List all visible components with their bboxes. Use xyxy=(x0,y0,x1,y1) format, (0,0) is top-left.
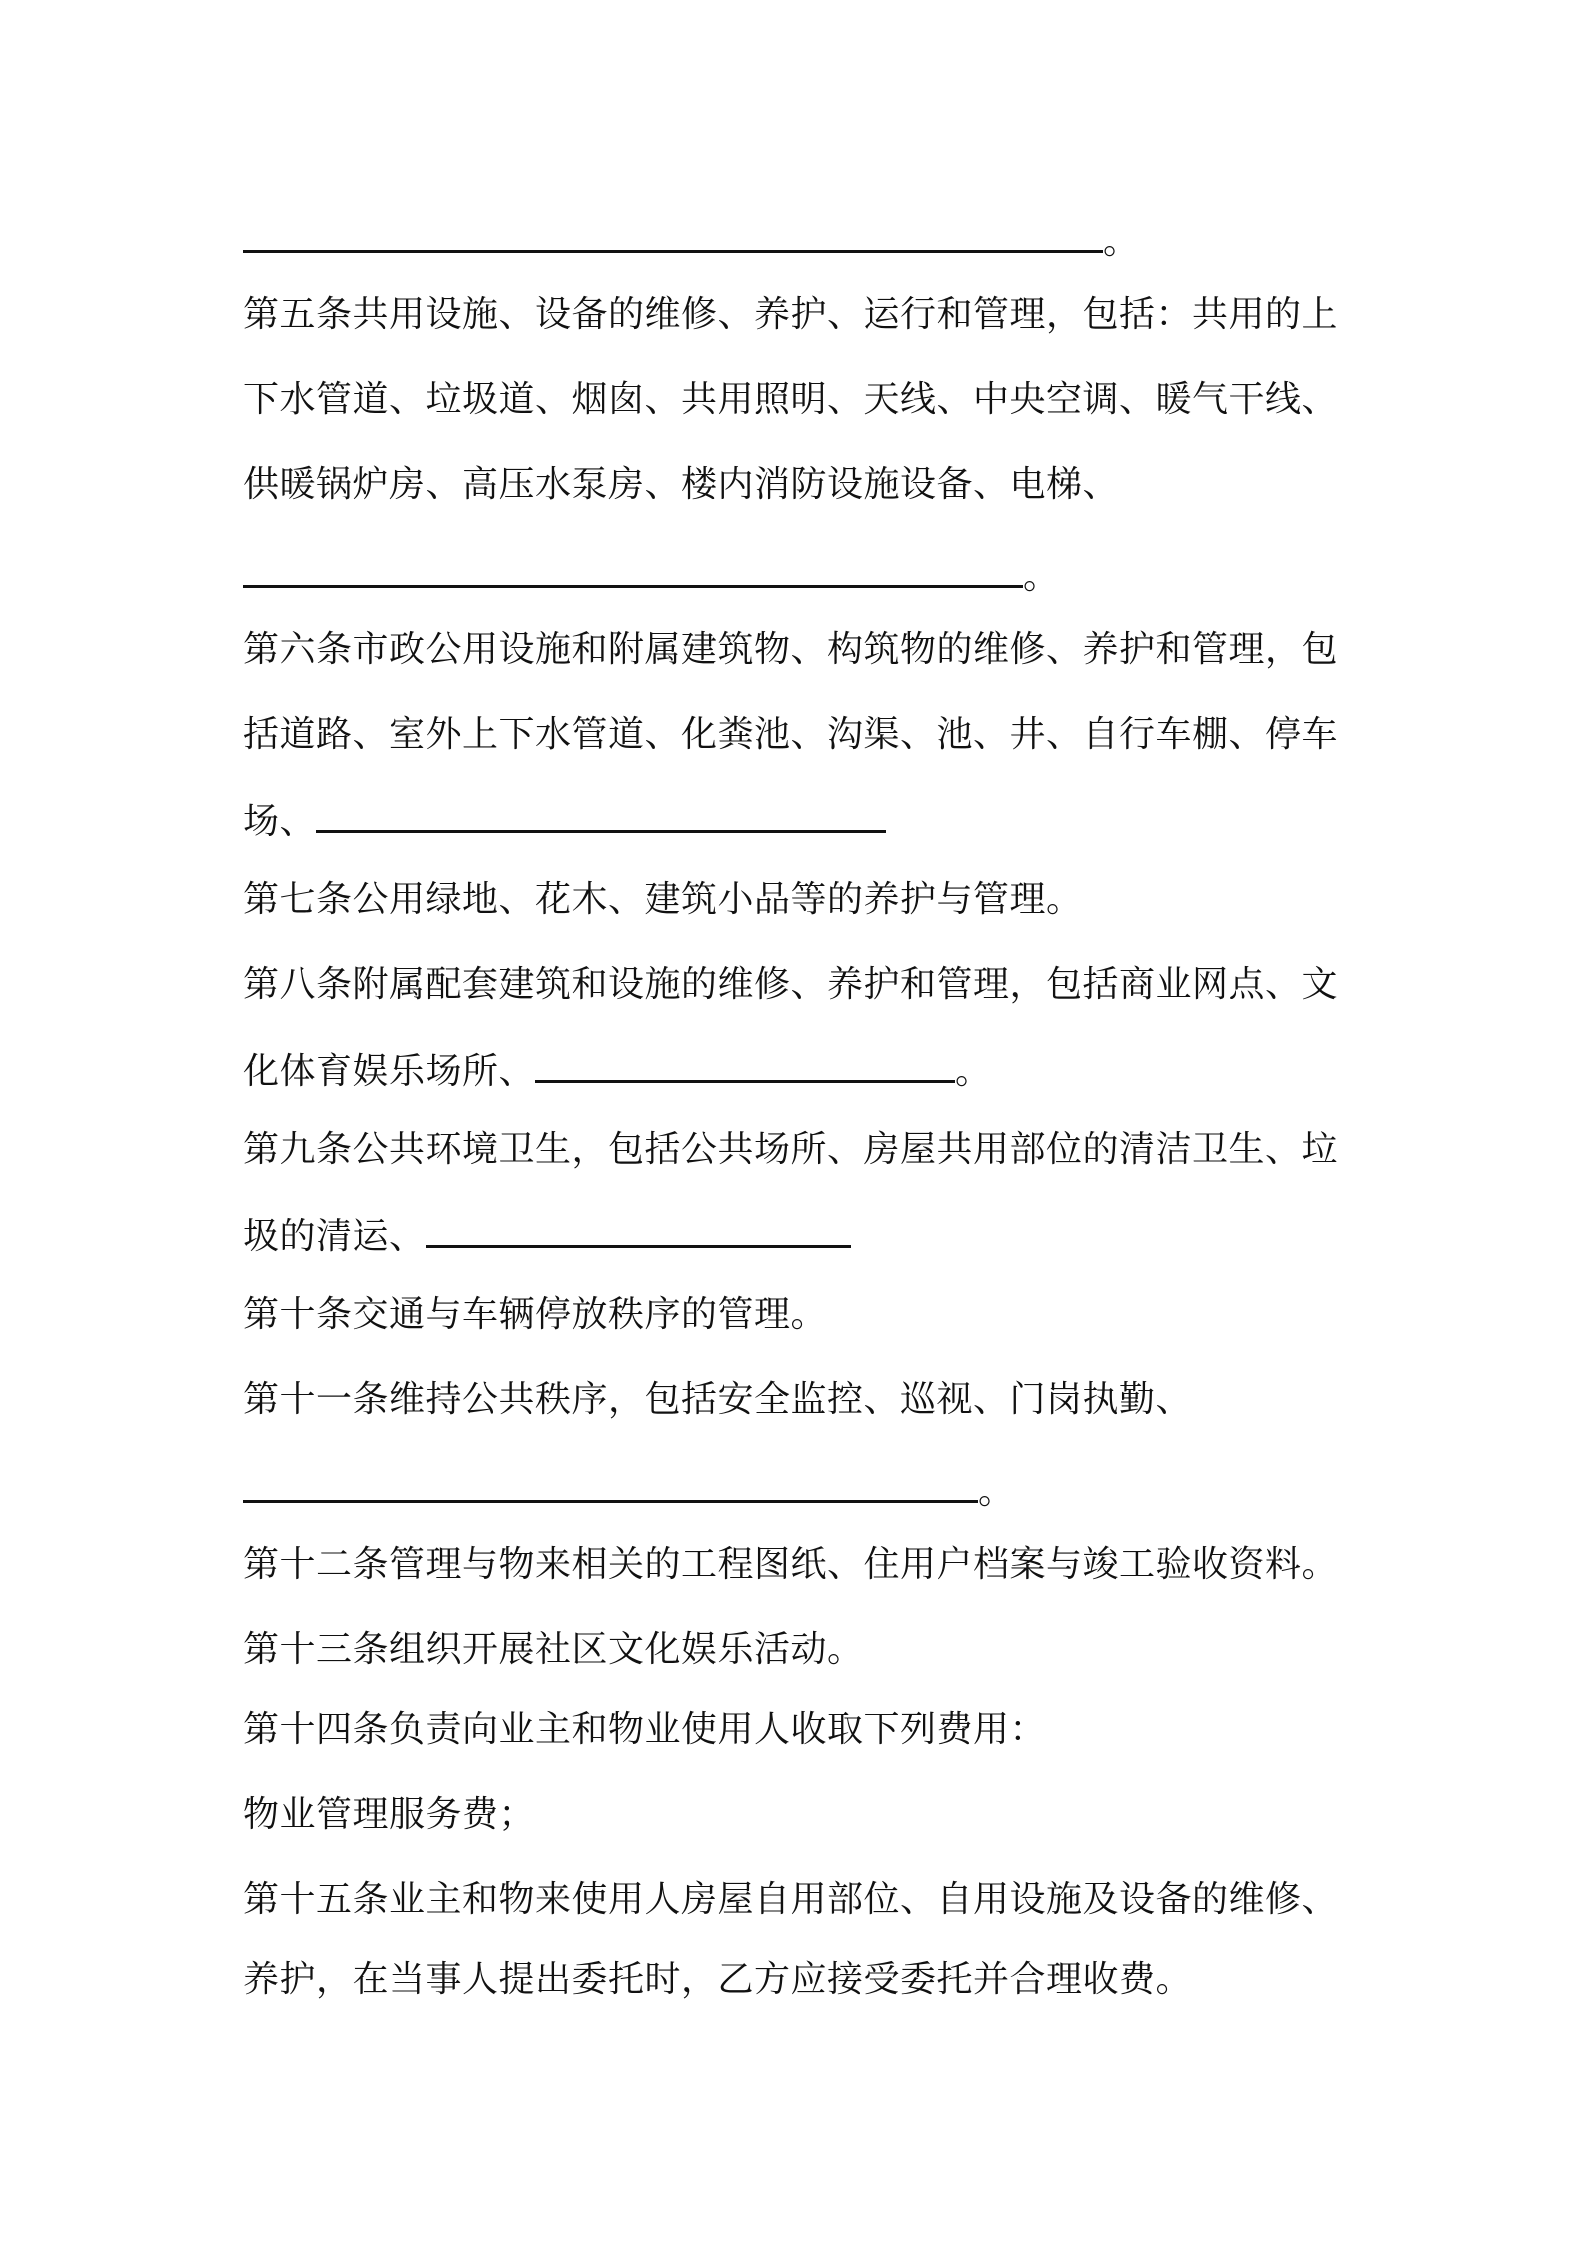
text-line xyxy=(243,1205,1363,1265)
line-suffix: 。 xyxy=(1023,556,1060,597)
text-line xyxy=(243,955,1363,1015)
text-line xyxy=(243,1460,1363,1520)
text-line xyxy=(243,1535,1363,1595)
text-line xyxy=(243,620,1363,680)
line-text: 第十条交通与车辆停放秩序的管理。 xyxy=(243,1294,828,1335)
line-text: 下水管道、垃圾道、烟囱、共用照明、天线、中央空调、暖气干线、 xyxy=(243,379,1339,420)
text-line xyxy=(243,1620,1363,1680)
text-line xyxy=(243,1285,1363,1345)
line-text: 第七条公用绿地、花木、建筑小品等的养护与管理。 xyxy=(243,879,1083,920)
line-text: 场、 xyxy=(243,801,317,842)
text-line xyxy=(243,1040,1363,1100)
line-text: 第八条附属配套建筑和设施的维修、养护和管理，包括商业网点、文 xyxy=(243,964,1339,1005)
line-text: 物业管理服务费； xyxy=(243,1794,536,1835)
line-text: 第六条市政公用设施和附属建筑物、构筑物的维修、养护和管理，包 xyxy=(243,629,1339,670)
text-line xyxy=(243,285,1363,345)
fill-in-blank xyxy=(316,790,886,833)
line-text: 供暖锅炉房、高压水泵房、楼内消防设施设备、电梯、 xyxy=(243,464,1120,505)
line-suffix: 。 xyxy=(1103,221,1140,262)
text-line xyxy=(243,790,1363,850)
line-text: 第十二条管理与物来相关的工程图纸、住用户档案与竣工验收资料。 xyxy=(243,1544,1339,1585)
fill-in-blank xyxy=(243,545,1023,588)
fill-in-blank xyxy=(535,1040,955,1083)
fill-in-blank xyxy=(426,1205,851,1248)
text-line xyxy=(243,705,1363,765)
text-line xyxy=(243,370,1363,430)
line-text: 化体育娱乐场所、 xyxy=(243,1051,536,1092)
line-text: 第九条公共环境卫生，包括公共场所、房屋共用部位的清洁卫生、垃 xyxy=(243,1129,1339,1170)
line-text: 圾的清运、 xyxy=(243,1216,426,1257)
line-suffix: 。 xyxy=(955,1051,992,1092)
text-line xyxy=(243,545,1363,605)
text-line xyxy=(243,1785,1363,1845)
text-line xyxy=(243,1120,1363,1180)
text-line xyxy=(243,1370,1363,1430)
line-text: 第五条共用设施、设备的维修、养护、运行和管理，包括：共用的上 xyxy=(243,294,1339,335)
text-line xyxy=(243,1950,1363,2010)
line-text: 括道路、室外上下水管道、化粪池、沟渠、池、井、自行车棚、停车 xyxy=(243,714,1339,755)
line-text: 第十一条维持公共秩序，包括安全监控、巡视、门岗执勤、 xyxy=(243,1379,1193,1420)
line-text: 养护，在当事人提出委托时，乙方应接受委托并合理收费。 xyxy=(243,1959,1193,2000)
line-text: 第十三条组织开展社区文化娱乐活动。 xyxy=(243,1629,864,1670)
text-line xyxy=(243,210,1363,270)
line-suffix: 。 xyxy=(978,1471,1015,1512)
text-line xyxy=(243,1870,1363,1930)
text-line xyxy=(243,1700,1363,1760)
fill-in-blank xyxy=(243,210,1103,253)
text-line xyxy=(243,870,1363,930)
text-line xyxy=(243,455,1363,515)
fill-in-blank xyxy=(243,1460,978,1503)
line-text: 第十五条业主和物来使用人房屋自用部位、自用设施及设备的维修、 xyxy=(243,1879,1339,1920)
line-text: 第十四条负责向业主和物业使用人收取下列费用： xyxy=(243,1709,1047,1750)
